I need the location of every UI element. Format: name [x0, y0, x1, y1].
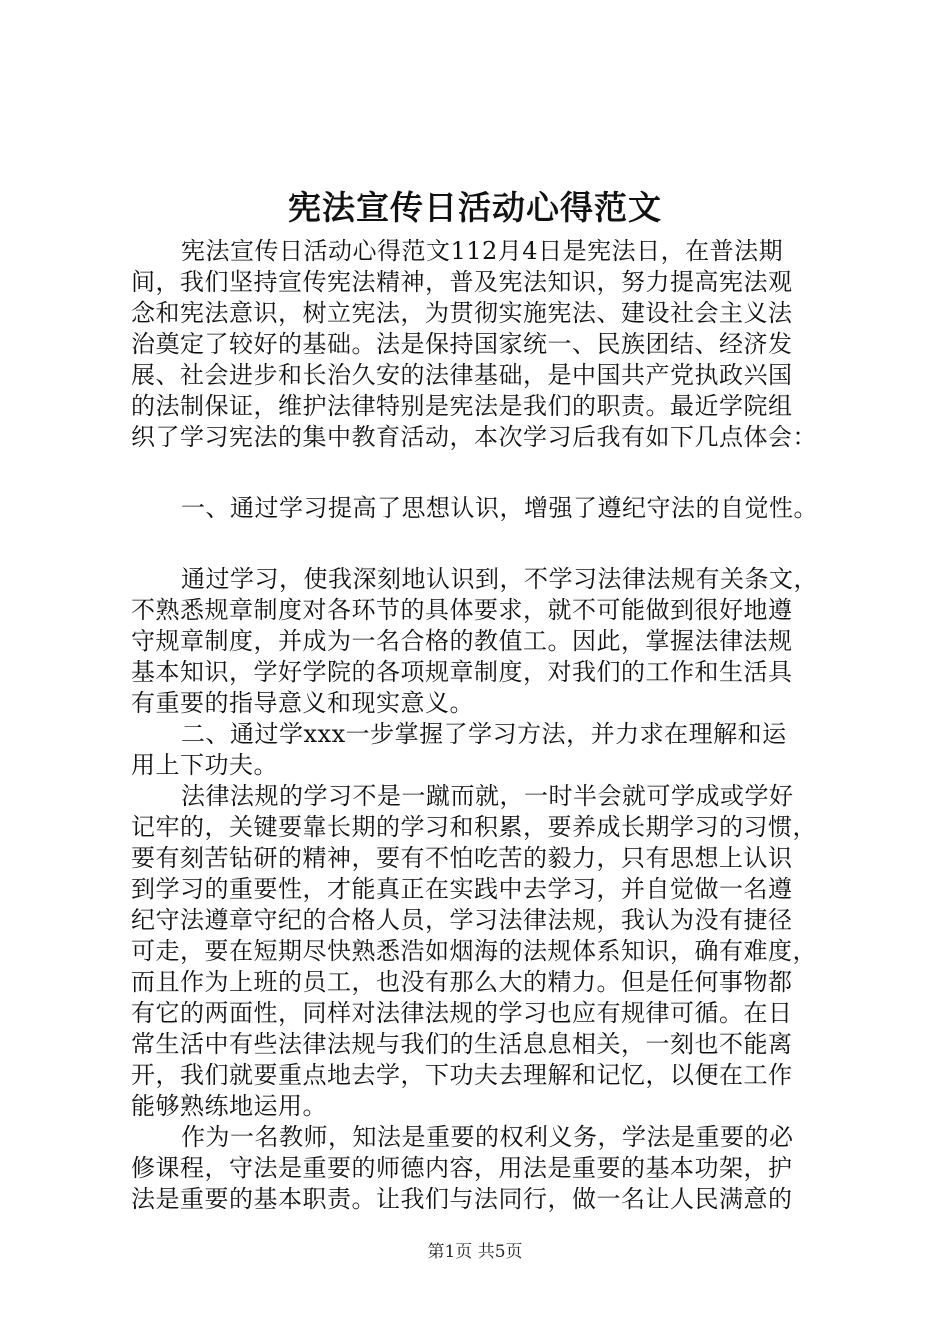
document-body: [131, 236, 831, 1215]
paragraph-1-line: 的法制保证，维护法律特别是宪法是我们的职责。最近学院组: [131, 392, 793, 420]
paragraph-4-line: 法是重要的基本职责。让我们与法同行，做一名让人民满意的: [131, 1185, 793, 1213]
paragraph-3-line: 有它的两面性，同样对法律法规的学习也应有规律可循。在日: [131, 999, 793, 1027]
paragraph-2-line: 不熟悉规章制度对各环节的具体要求，就不可能做到很好地遵: [131, 596, 793, 624]
section-heading-2-line: 用上下功夫。: [131, 751, 278, 779]
paragraph-2-line: 通过学习，使我深刻地认识到，不学习法律法规有关条文，: [181, 565, 818, 593]
paragraph-3-line: 而且作为上班的员工，也没有那么大的精力。但是任何事物都: [131, 968, 793, 996]
paragraph-3-line: 记牢的，关键要靠长期的学习和积累，要养成长期学习的习惯，: [131, 813, 817, 841]
paragraph-1-line: 展、社会进步和长治久安的法律基础，是中国共产党执政兴国: [131, 361, 793, 389]
paragraph-4-line: 修课程，守法是重要的师德内容，用法是重要的基本功架，护: [131, 1154, 793, 1182]
paragraph-2-line: 有重要的指导意义和现实意义。: [131, 689, 474, 717]
paragraph-2-line: 守规章制度，并成为一名合格的教值工。因此，掌握法律法规: [131, 627, 793, 655]
document-title: 宪法宣传日活动心得范文: [288, 188, 662, 227]
section-heading-1: 一、通过学习提高了思想认识，增强了遵纪守法的自觉性。: [181, 494, 818, 522]
paragraph-3-line: 法律法规的学习不是一蹴而就，一时半会就可学成或学好: [181, 782, 794, 810]
paragraph-3-line: 到学习的重要性，才能真正在实践中去学习，并自觉做一名遵: [131, 875, 793, 903]
paragraph-1-line: 宪法宣传日活动心得范文112月4日是宪法日，在普法期: [181, 237, 784, 265]
paragraph-1-line: 治奠定了较好的基础。法是保持国家统一、民族团结、经济发: [131, 330, 793, 358]
paragraph-4-line: 作为一名教师，知法是重要的权利义务，学法是重要的必: [181, 1123, 794, 1151]
paragraph-3-line: 能够熟练地运用。: [131, 1092, 327, 1120]
paragraph-3-line: 可走，要在短期尽快熟悉浩如烟海的法规体系知识，确有难度，: [131, 937, 817, 965]
section-heading-2-line: 二、通过学xxx一步掌握了学习方法，并力求在理解和运: [181, 720, 787, 748]
spacer: [131, 524, 831, 564]
paragraph-1-line: 间，我们坚持宣传宪法精神，普及宪法知识，努力提高宪法观: [131, 268, 793, 296]
paragraph-1-line: 念和宪法意识，树立宪法，为贯彻实施宪法、建设社会主义法: [131, 299, 793, 327]
spacer: [131, 453, 831, 493]
paragraph-3-line: 常生活中有些法律法规与我们的生活息息相关，一刻也不能离: [131, 1030, 793, 1058]
paragraph-3-line: 开，我们就要重点地去学，下功夫去理解和记忆，以便在工作: [131, 1061, 793, 1089]
paragraph-3-line: 要有刻苦钻研的精神，要有不怕吃苦的毅力，只有思想上认识: [131, 844, 793, 872]
paragraph-2-line: 基本知识，学好学院的各项规章制度，对我们的工作和生活具: [131, 658, 793, 686]
paragraph-1-line: 织了学习宪法的集中教育活动，本次学习后我有如下几点体会：: [131, 423, 817, 451]
page-indicator: 第1页 共5页: [427, 1242, 523, 1262]
paragraph-3-line: 纪守法遵章守纪的合格人员，学习法律法规，我认为没有捷径: [131, 906, 793, 934]
